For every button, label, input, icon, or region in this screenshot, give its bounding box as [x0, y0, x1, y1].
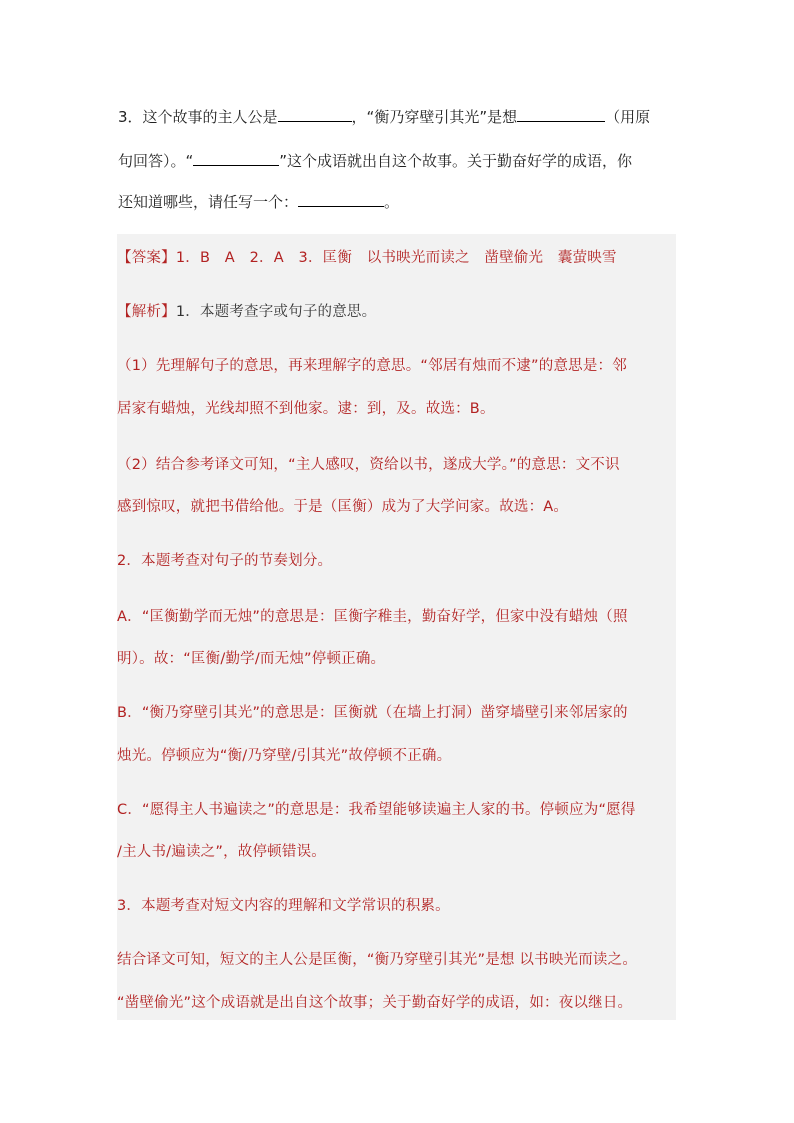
question-line-1	[118, 106, 650, 127]
question-line-2	[118, 150, 632, 171]
answer-blank-3[interactable]	[193, 151, 279, 166]
analysis-tag: 【解析】	[117, 304, 176, 320]
answer-blank-4[interactable]	[298, 192, 384, 207]
question-text: ”这个成语就出自这个故事。关于勤奋好学的成语，你	[279, 152, 633, 170]
analysis-line-11: C．“愿得主人书遍读之”的意思是：我希望能够读遍主人家的书。停顿应为“愿得	[117, 802, 636, 818]
answer-line	[117, 246, 617, 267]
question-text: 还知道哪些，请任写一个：	[118, 193, 299, 211]
answer-analysis-panel	[117, 234, 676, 1020]
question-text: 3．这个故事的主人公是	[118, 108, 278, 126]
analysis-line-3: 居家有蜡烛，光线却照不到他家。逮：到，及。故选：B。	[117, 401, 495, 417]
answer-blank-1[interactable]	[278, 107, 352, 122]
question-text: 句回答）。“	[118, 152, 194, 170]
answer-tag: 【答案】	[117, 250, 176, 266]
analysis-line-13: 3．本题考查对短文内容的理解和文学常识的积累。	[117, 898, 450, 914]
analysis-line-7: A．“匡衡勤学而无烛”的意思是：匡衡字稚圭，勤奋好学，但家中没有蜡烛（照	[117, 609, 628, 625]
answer-blank-2[interactable]	[517, 107, 605, 122]
analysis-line-4: （2）结合参考译文可知，“主人感叹，资给以书，遂成大学。”的意思：文不识	[117, 457, 620, 473]
analysis-line-2: （1）先理解句子的意思，再来理解字的意思。“邻居有烛而不逮”的意思是：邻	[117, 358, 627, 374]
analysis-line-12: /主人书/遍读之”，故停顿错误。	[117, 844, 326, 860]
question-text: 。	[384, 193, 400, 211]
analysis-line-14: 结合译文可知，短文的主人公是匡衡，“衡乃穿壁引其光”是想 以书映光而读之。	[117, 952, 638, 968]
analysis-line-6: 2．本题考查对句子的节奏划分。	[117, 553, 333, 569]
analysis-line-5: 感到惊叹，就把书借给他。于是（匡衡）成为了大学问家。故选：A。	[117, 499, 569, 515]
question-text: （用原	[605, 108, 651, 126]
question-text: ，“衡乃穿壁引其光”是想	[351, 108, 518, 126]
analysis-line-9: B．“衡乃穿壁引其光”的意思是：匡衡就（在墙上打洞）凿穿墙壁引来邻居家的	[117, 705, 628, 721]
analysis-line-10: 烛光。停顿应为“衡/乃穿壁/引其光”故停顿不正确。	[117, 748, 452, 764]
question-line-3	[118, 191, 399, 212]
answer-text: 1．B A 2．A 3．匡衡 以书映光而读之 凿壁偷光 囊萤映雪	[175, 250, 617, 266]
analysis-line-8: 明）。故：“匡衡/勤学/而无烛”停顿正确。	[117, 651, 386, 667]
analysis-line-1	[117, 300, 376, 321]
analysis-line-15: “凿壁偷光”这个成语就是出自这个故事；关于勤奋好学的成语，如：夜以继日。	[117, 995, 633, 1011]
analysis-text: 1．本题考查字或句子的意思。	[175, 304, 377, 320]
